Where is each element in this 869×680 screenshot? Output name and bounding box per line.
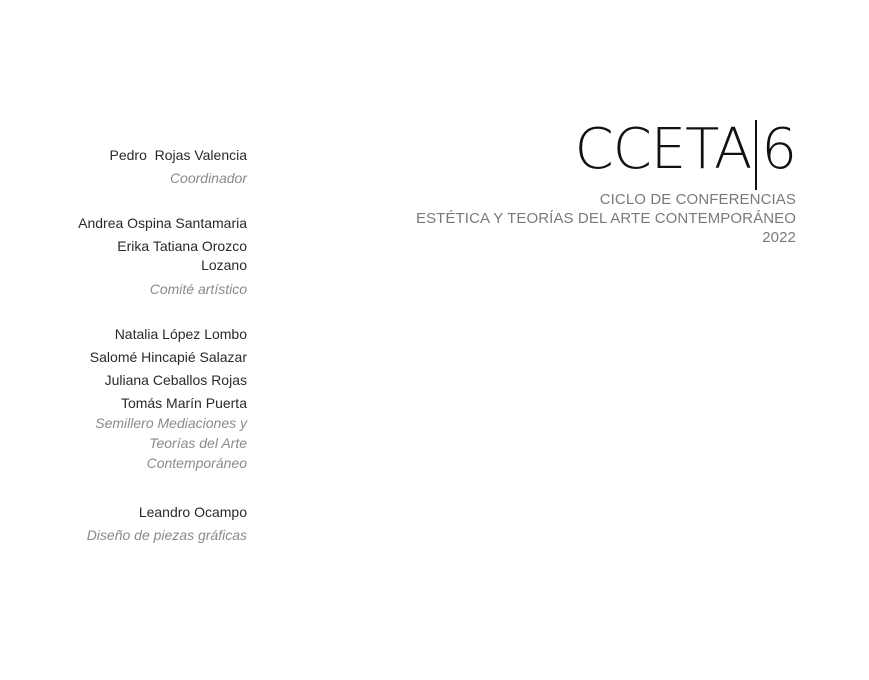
seedbed-member: Juliana Ceballos Rojas [104,372,247,388]
seedbed-role: Teorías del Arte [149,435,247,451]
title-block [416,118,796,247]
cceta-logo [416,118,796,190]
subtitle-line-2: ESTÉTICA Y TEORÍAS DEL ARTE CONTEMPORÁNEO [415,210,796,227]
subtitle-year: 2022 [762,229,796,246]
seedbed-member: Tomás Marín Puerta [120,395,247,411]
subtitle-line-1: CICLO DE CONFERENCIAS [599,191,796,208]
seedbed-role: Semillero Mediaciones y [95,415,247,431]
seedbed-member: Natalia López Lombo [114,326,247,342]
committee-member: Erika Tatiana Orozco [117,238,247,254]
committee-group [60,214,247,299]
seedbed-member: Salomé Hincapié Salazar [89,349,247,365]
coordinator-role: Coordinador [169,170,247,186]
logo-number: 6 [761,117,796,182]
design-group [60,502,247,545]
design-role: Diseño de piezas gráficas [86,527,247,543]
seedbed-group [60,325,247,473]
logo-divider [755,120,757,190]
committee-member-continued: Lozano [201,257,247,273]
coordinator-group [60,145,247,188]
logo-text: CCETA [574,117,752,182]
committee-member: Andrea Ospina Santamaria [78,215,247,231]
design-name: Leandro Ocampo [138,504,247,520]
coordinator-name: Pedro Rojas Valencia [109,147,247,163]
seedbed-role: Contemporáneo [146,455,247,471]
committee-role: Comité artístico [149,281,247,297]
